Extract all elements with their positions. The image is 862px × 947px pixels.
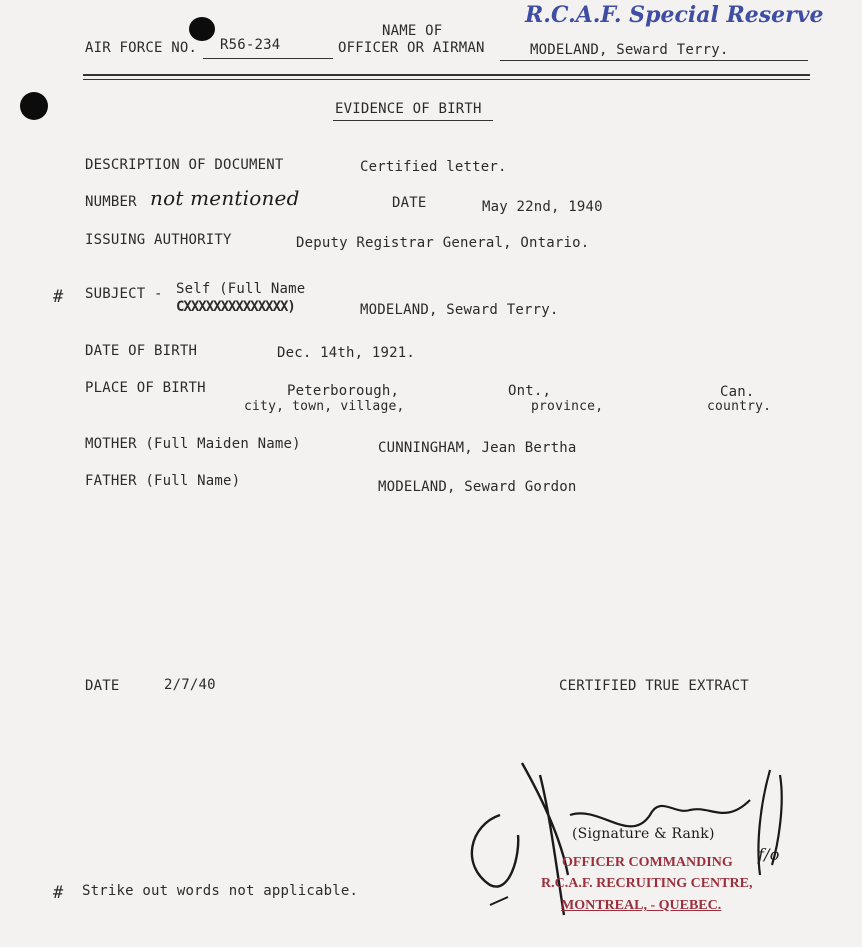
subject-hash-mark: # <box>53 287 64 307</box>
footnote-hash-mark: # <box>53 883 64 903</box>
issuing-authority-label: ISSUING AUTHORITY <box>85 232 232 248</box>
date-value: May 22nd, 1940 <box>482 199 603 215</box>
subject-label: SUBJECT - <box>85 286 163 302</box>
number-handwritten-value: not mentioned <box>150 186 300 210</box>
footer-date-label: DATE <box>85 678 120 694</box>
subject-struck-option: CXXXXXXXXXXXXXX) <box>176 299 295 315</box>
father-value: MODELAND, Seward Gordon <box>378 479 577 495</box>
subject-value: MODELAND, Seward Terry. <box>360 302 559 318</box>
place-of-birth-province: Ont., <box>508 383 552 399</box>
officer-name-underline <box>500 60 808 61</box>
officer-commanding-stamp-line3: MONTREAL, - QUEBEC. <box>561 898 722 913</box>
signature-rank-suffix: f/o <box>758 845 780 864</box>
officer-name-value: MODELAND, Seward Terry. <box>530 42 729 58</box>
date-of-birth-label: DATE OF BIRTH <box>85 343 198 359</box>
place-of-birth-province-caption: province, <box>531 399 604 414</box>
place-of-birth-city: Peterborough, <box>287 383 400 399</box>
header-rule-top <box>83 74 810 76</box>
mother-label: MOTHER (Full Maiden Name) <box>85 436 301 452</box>
place-of-birth-city-caption: city, town, village, <box>244 399 405 414</box>
description-label: DESCRIPTION OF DOCUMENT <box>85 157 284 173</box>
officer-commanding-stamp-line1: OFFICER COMMANDING <box>562 855 733 870</box>
date-label: DATE <box>392 195 427 211</box>
rcaf-special-reserve-stamp: R.C.A.F. Special Reserve <box>525 2 824 28</box>
punch-hole-left <box>20 92 48 120</box>
officer-commanding-stamp-line2: R.C.A.F. RECRUITING CENTRE, <box>541 876 753 891</box>
mother-value: CUNNINGHAM, Jean Bertha <box>378 440 577 456</box>
air-force-no-underline <box>203 58 333 59</box>
issuing-authority-value: Deputy Registrar General, Ontario. <box>296 235 590 251</box>
description-value: Certified letter. <box>360 159 507 175</box>
subject-self-option: Self (Full Name <box>176 281 306 297</box>
air-force-no-value: R56-234 <box>220 37 281 53</box>
date-of-birth-value: Dec. 14th, 1921. <box>277 345 416 361</box>
place-of-birth-label: PLACE OF BIRTH <box>85 380 206 396</box>
name-of-label-line2: OFFICER OR AIRMAN <box>338 40 485 56</box>
air-force-no-label: AIR FORCE NO. <box>85 40 198 56</box>
punch-hole-top <box>189 17 215 41</box>
footer-date-value: 2/7/40 <box>164 677 216 693</box>
place-of-birth-country-caption: country. <box>707 399 772 414</box>
signature-rank-caption: (Signature & Rank) <box>572 826 715 842</box>
number-label: NUMBER <box>85 194 137 210</box>
footnote-text: Strike out words not applicable. <box>82 883 359 899</box>
header-rule-bottom <box>83 79 810 80</box>
name-of-label-line1: NAME OF <box>382 23 443 39</box>
father-label: FATHER (Full Name) <box>85 473 241 489</box>
document-title: EVIDENCE OF BIRTH <box>335 101 482 117</box>
certified-true-extract: CERTIFIED TRUE EXTRACT <box>559 678 749 694</box>
place-of-birth-country: Can. <box>720 384 755 400</box>
title-underline <box>333 120 493 121</box>
